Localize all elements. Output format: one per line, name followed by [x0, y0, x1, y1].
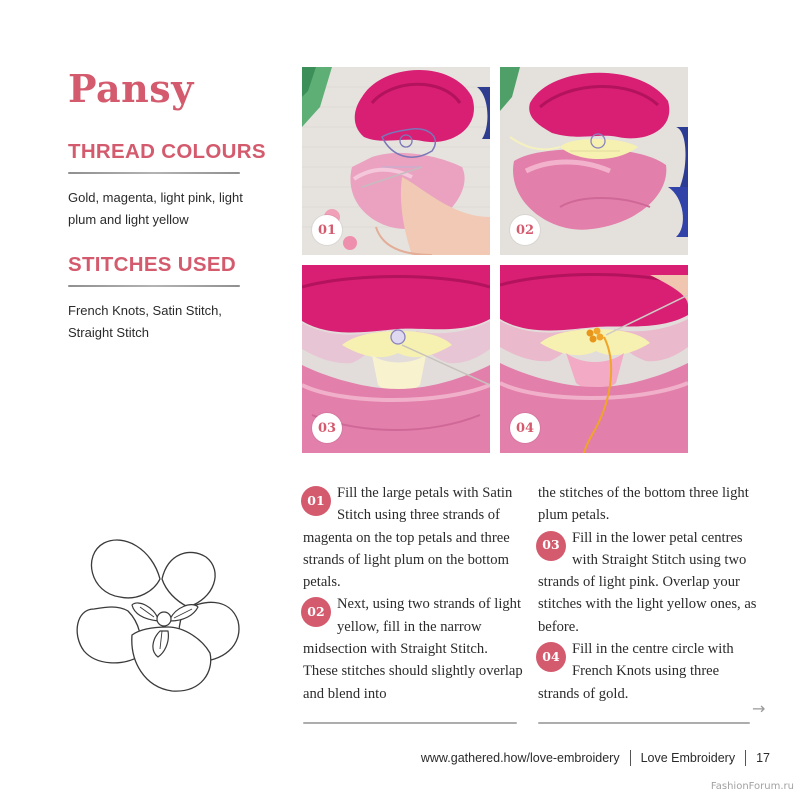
step-text: Fill in the centre circle with French Knots using three strands of gold.: [538, 641, 734, 702]
divider: [538, 722, 750, 724]
step-text: Fill in the lower petal centres with Straight Stitch using two strands of light pink. Overlap your stitches with the light yellow ones, as before.: [538, 529, 757, 635]
footer-magazine: Love Embroidery: [640, 751, 736, 765]
stitches-used-heading: STITCHES USED: [68, 253, 236, 276]
step-photo-label: 02: [510, 215, 540, 245]
step-photo-label: 04: [510, 413, 540, 443]
step-photo-02: [500, 67, 688, 255]
step-03: [538, 527, 760, 638]
page-title: Pansy: [68, 66, 194, 111]
watermark: FashionForum.ru: [710, 781, 794, 792]
step-number-badge: 04: [536, 642, 566, 672]
page-number: 17: [756, 751, 770, 765]
pansy-template-illustration: [72, 535, 242, 695]
divider: [68, 172, 240, 174]
step-04: [538, 638, 760, 705]
step-text: Next, using two strands of light yellow, fill in the narrow midsection with Straight Stitch. These stitches should slightly overlap and blend into: [303, 596, 523, 702]
step-photo-03: [302, 265, 490, 453]
step-photo-01: [302, 67, 490, 255]
divider: [303, 722, 517, 724]
arrow-right-icon: →: [752, 699, 766, 718]
instructions-column-left: [303, 482, 525, 705]
step-text: the stitches of the bottom three light plum petals.: [538, 485, 749, 524]
step-02: [303, 593, 525, 704]
step-01: [303, 482, 525, 593]
step-photo-04: [500, 265, 688, 453]
thread-colours-heading: THREAD COLOURS: [68, 140, 266, 163]
step-number-badge: 02: [301, 597, 331, 627]
instructions-column-right: [538, 482, 760, 705]
step-number-badge: 01: [301, 486, 331, 516]
page-footer: [421, 750, 770, 766]
divider: [630, 750, 631, 766]
thread-colours-text: Gold, magenta, light pink, light plum and light yellow: [68, 190, 243, 227]
divider: [745, 750, 746, 766]
divider: [68, 285, 240, 287]
step-number-badge: 03: [536, 531, 566, 561]
stitches-used-text: French Knots, Satin Stitch, Straight Stitch: [68, 303, 222, 340]
footer-url: www.gathered.how/love-embroidery: [420, 751, 620, 765]
step-photo-label: 03: [312, 413, 342, 443]
step-02-continued: [538, 482, 760, 527]
step-photo-label: 01: [312, 215, 342, 245]
step-text: Fill the large petals with Satin Stitch using three strands of magenta on the top petals and three strands of light plum on the bottom petals.: [303, 485, 513, 591]
